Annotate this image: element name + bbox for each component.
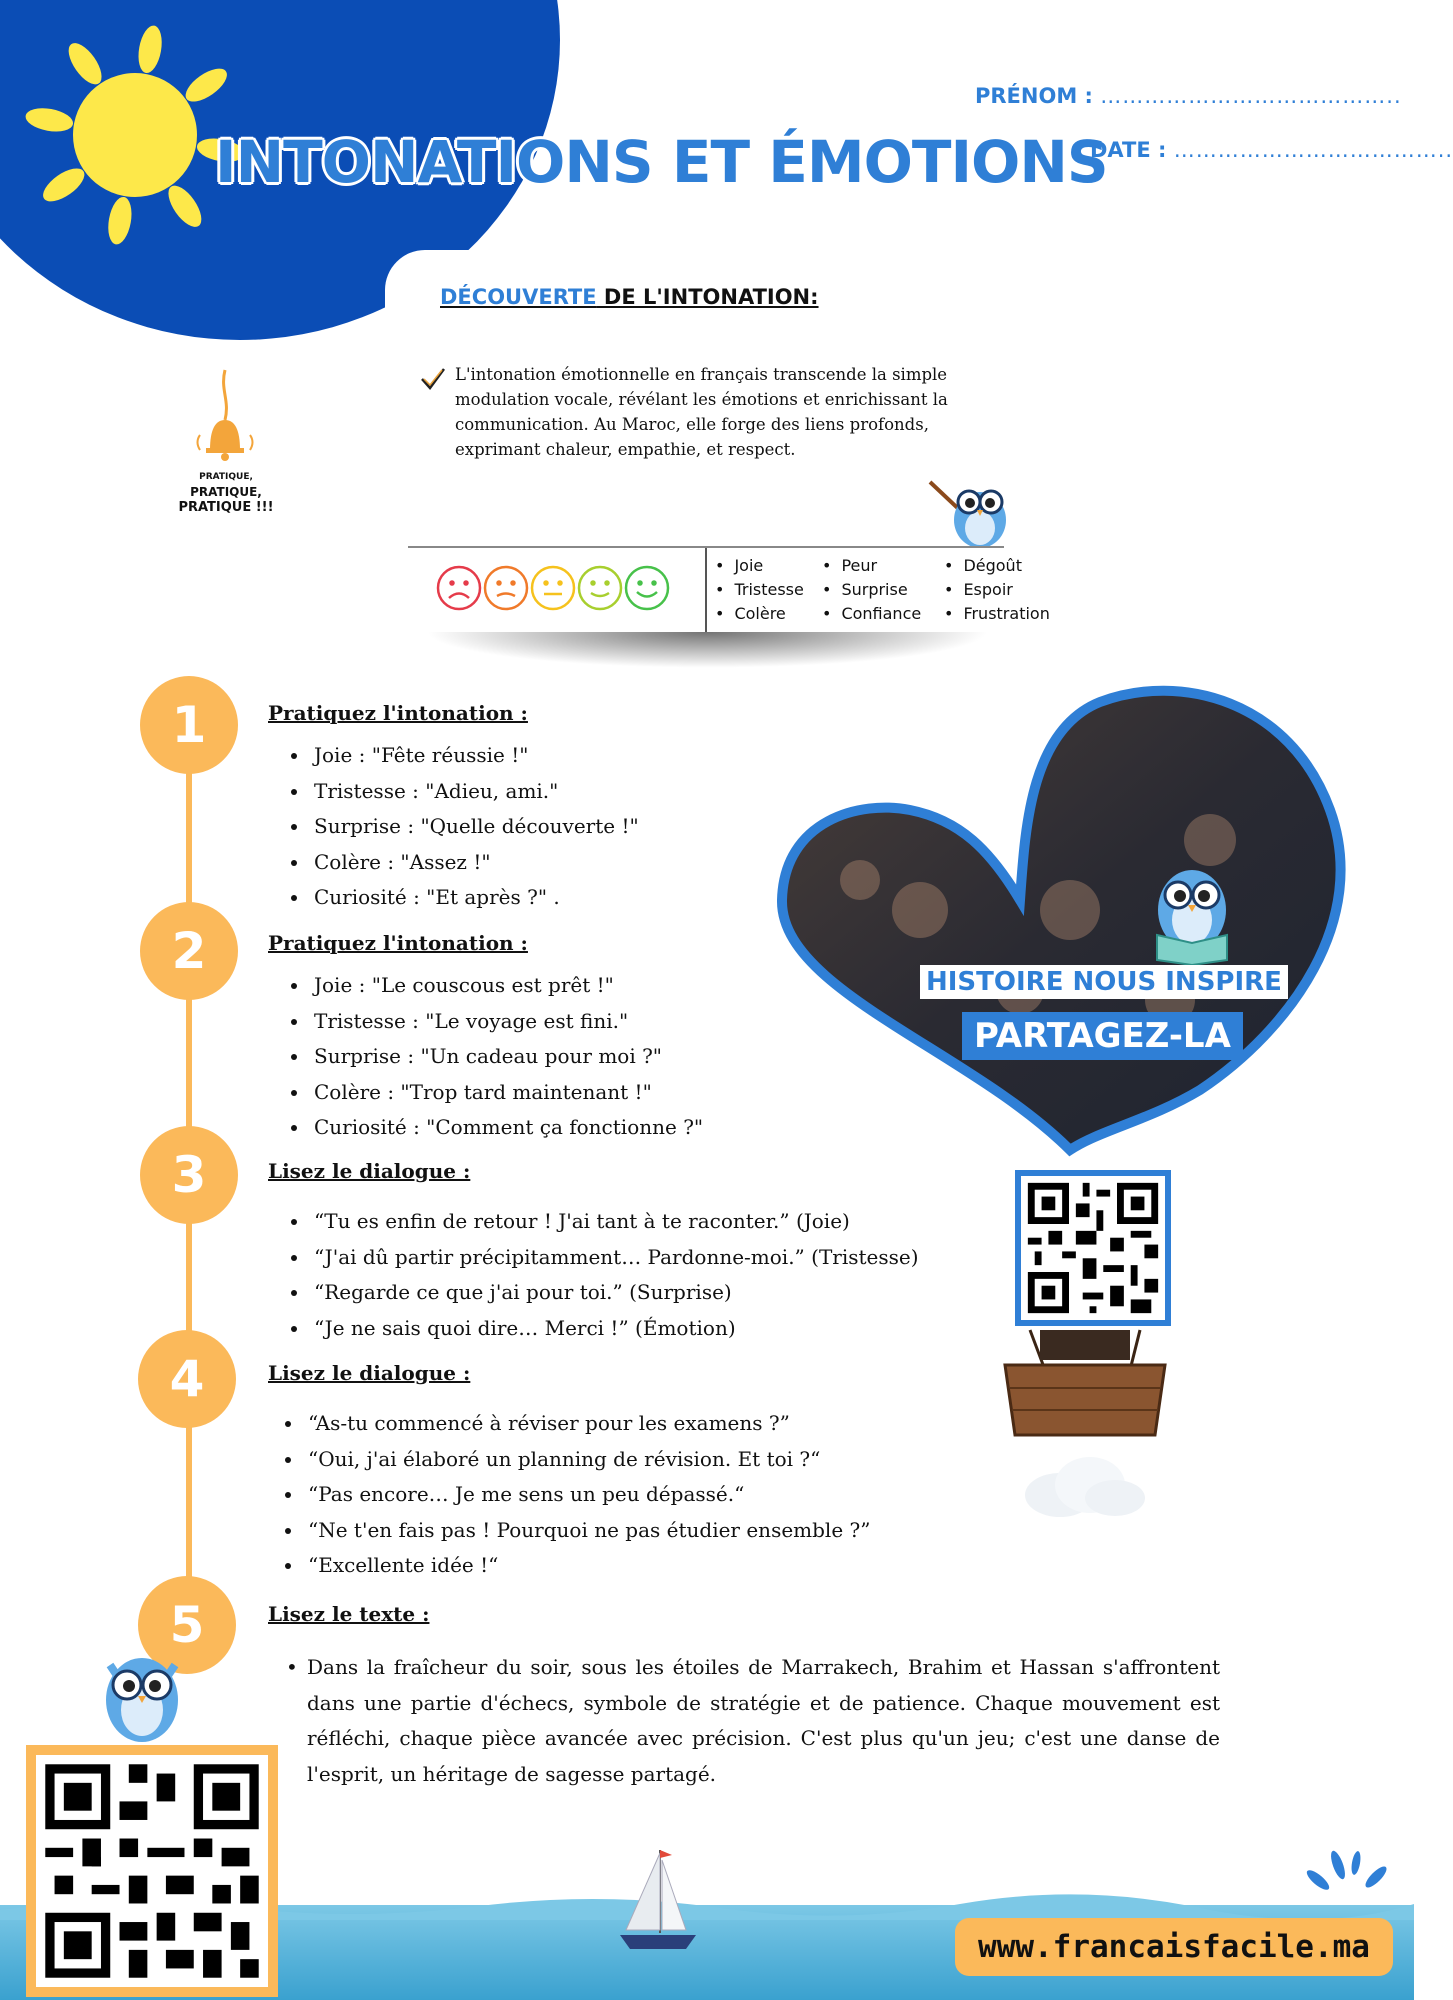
exercise-item: • “Je ne sais quoi dire… Merci !” (Émotion) [310, 1311, 919, 1347]
prenom-label: PRÉNOM : [975, 84, 1093, 108]
exercise-5-text: Dans la fraîcheur du soir, sous les étoiles de Marrakech, Brahim et Hassan s'affrontent dans une partie d'échecs, symbole de stratégie et de patience. Chaque mouvement est réfléchi, chaque pièce avancée avec précision. C'est plus qu'un jeu; c'est une danse de l'esprit, un héritage de sagesse partagé. [307, 1655, 1220, 1787]
exercise-item: • Surprise : "Un cadeau pour moi ?" [310, 1039, 703, 1075]
exercise-2-list [288, 968, 703, 1146]
pratique-text [172, 470, 280, 515]
emotion-item: • Tristesse [715, 578, 804, 602]
emotion-item: • Colère [715, 602, 804, 626]
heart-balloon-image [770, 690, 1350, 1150]
emotions-list-col1 [715, 554, 804, 626]
decouverte-heading [440, 285, 819, 309]
emotion-item: • Peur [822, 554, 921, 578]
prenom-dots: ………………………………….. [1100, 84, 1402, 108]
emotions-list-col3 [944, 554, 1050, 626]
sailboat-icon [608, 1845, 708, 1955]
exercise-item: • “As-tu commencé à réviser pour les examens ?” [304, 1406, 870, 1442]
exercise-item: • Surprise : "Quelle découverte !" [310, 809, 639, 845]
exercise-5-title: Lisez le texte : [268, 1602, 430, 1626]
step-number-4: 4 [138, 1330, 236, 1428]
qr-code-site[interactable] [26, 1745, 278, 1997]
emotion-item: • Joie [715, 554, 804, 578]
exercise-5-bullet: • [286, 1655, 298, 1679]
decouverte-heading-part1: DÉCOUVERTE [440, 285, 597, 309]
page-title: INTONATIONS ET ÉMOTIONS [215, 128, 1108, 196]
very-happy-face-icon [626, 567, 668, 609]
exercise-1-title: Pratiquez l'intonation : [268, 701, 528, 725]
step-number-2: 2 [140, 902, 238, 1000]
exercise-item: • “Ne t'en fais pas ! Pourquoi ne pas étudier ensemble ?” [304, 1513, 870, 1549]
exercise-3-list [288, 1204, 919, 1346]
exercise-item: • “Regarde ce que j'ai pour toi.” (Surprise) [310, 1275, 919, 1311]
emotion-item: • Dégoût [944, 554, 1050, 578]
emotion-faces-scale [435, 563, 673, 613]
pratique-line3: PRATIQUE !!! [178, 500, 274, 515]
pratique-line1: PRATIQUE, [199, 472, 253, 482]
exercise-item: • “Pas encore… Je me sens un peu dépassé.“ [304, 1477, 870, 1513]
emotions-divider [705, 548, 707, 632]
emotion-item: • Frustration [944, 602, 1050, 626]
date-field[interactable] [1090, 138, 1453, 162]
date-label: DATE : [1090, 138, 1167, 162]
balloon-basket-icon [990, 1320, 1180, 1520]
qr-code-story[interactable] [1015, 1170, 1171, 1326]
exercise-item: • Curiosité : "Et après ?" . [310, 880, 639, 916]
exercise-item: • Tristesse : "Le voyage est fini." [310, 1004, 703, 1040]
exercise-item: • “J'ai dû partir précipitamment… Pardonne-moi.” (Tristesse) [310, 1240, 919, 1276]
sun-icon [30, 30, 240, 240]
step-number-1: 1 [140, 676, 238, 774]
exercise-item: • “Tu es enfin de retour ! J'ai tant à te raconter.” (Joie) [310, 1204, 919, 1240]
exercise-item: • “Excellente idée !“ [304, 1548, 870, 1584]
exercise-item: • Curiosité : "Comment ça fonctionne ?" [310, 1110, 703, 1146]
prenom-field[interactable] [975, 84, 1402, 108]
exercise-2-title: Pratiquez l'intonation : [268, 931, 528, 955]
decouverte-heading-part2: DE L'INTONATION: [596, 285, 819, 309]
owl-reading-icon [1145, 855, 1240, 965]
decouverte-text: L'intonation émotionnelle en français transcende la simple modulation vocale, révélant les émotions et enrichissant la communication. Au Maroc, elle forge des liens profonds, exprimant chaleur, empathie, et respect. [455, 365, 948, 459]
heart-label-inspire: HISTOIRE NOUS INSPIRE [920, 965, 1288, 999]
exercise-item: • Tristesse : "Adieu, ami." [310, 774, 639, 810]
sad-face-icon [485, 567, 527, 609]
neutral-face-icon [532, 567, 574, 609]
splash-icon [1298, 1845, 1393, 1900]
exercise-item: • Colère : "Assez !" [310, 845, 639, 881]
emotions-list-col2 [822, 554, 921, 626]
exercise-4-title: Lisez le dialogue : [268, 1361, 471, 1385]
heart-label-partagez: PARTAGEZ-LA [962, 1012, 1243, 1060]
step-number-5: 5 [138, 1576, 236, 1674]
checkmark-icon [420, 366, 446, 392]
header-white-tab [385, 250, 715, 380]
exercise-1-list [288, 738, 639, 916]
exercise-3-title: Lisez le dialogue : [268, 1159, 471, 1183]
bell-icon [190, 370, 260, 465]
emotion-item: • Surprise [822, 578, 921, 602]
exercise-item: • Joie : "Fête réussie !" [310, 738, 639, 774]
happy-face-icon [579, 567, 621, 609]
exercise-item: • “Oui, j'ai élaboré un planning de révision. Et toi ?“ [304, 1442, 870, 1478]
exercise-item: • Joie : "Le couscous est prêt !" [310, 968, 703, 1004]
emotions-shadow [425, 632, 990, 668]
emotion-item: • Confiance [822, 602, 921, 626]
step-number-3: 3 [140, 1126, 238, 1224]
owl-teacher-icon [925, 470, 1015, 550]
date-dots: ……………………………….. [1173, 138, 1453, 162]
emotion-item: • Espoir [944, 578, 1050, 602]
website-link[interactable]: www.francaisfacile.ma [955, 1918, 1393, 1976]
very-sad-face-icon [438, 567, 480, 609]
exercise-4-list [282, 1406, 870, 1584]
pratique-line2: PRATIQUE, [190, 485, 262, 499]
exercise-item: • Colère : "Trop tard maintenant !" [310, 1075, 703, 1111]
owl-icon [95, 1640, 190, 1745]
